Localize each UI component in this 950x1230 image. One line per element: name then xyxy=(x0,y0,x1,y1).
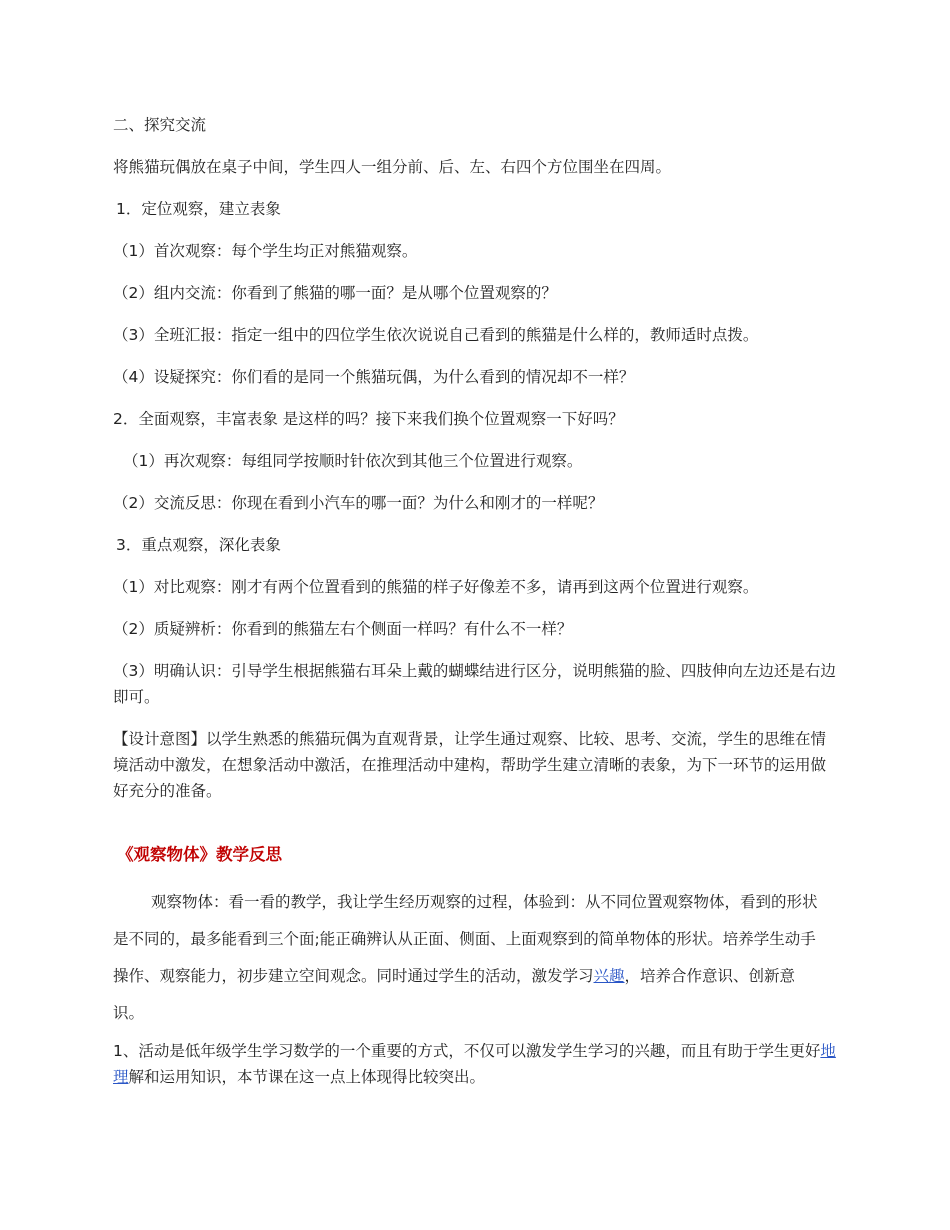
part2-item: （1）再次观察：每组同学按顺时针依次到其他三个位置进行观察。 xyxy=(123,452,583,470)
reflection-heading: 《观察物体》教学反思 xyxy=(117,845,282,864)
interest-link[interactable]: 兴趣 xyxy=(593,967,625,985)
document-page xyxy=(113,112,839,1106)
intro-paragraph: 将熊猫玩偶放在桌子中间，学生四人一组分前、后、左、右四个方位围坐在四周。 xyxy=(113,158,672,176)
reflection-text: 观察物体：看一看的教学，我让学生经历观察的过程，体验到：从不同位置观察物体，看到的形状是不同的，最多能看到三个面;能正确辨认从正面、侧面、上面观察到的简单物体的形状。培养学生动手操作、观察能力，初步建立空间观念。同时通过学生的活动，激发学习 xyxy=(113,893,818,985)
part1-item: （3）全班汇报：指定一组中的四位学生依次说说自己看到的熊猫是什么样的，教师适时点拨。 xyxy=(113,326,759,344)
geography-link[interactable]: 地理 xyxy=(113,1042,836,1086)
part2-item: （2）交流反思：你现在看到小汽车的哪一面？为什么和刚才的一样呢？ xyxy=(113,494,604,512)
reflection-paragraph-1 xyxy=(113,884,819,1032)
part2-title: 2．全面观察，丰富表象 是这样的吗？接下来我们换个位置观察一下好吗？ xyxy=(113,410,624,428)
part3-title: 3．重点观察，深化表象 xyxy=(116,536,281,554)
part3-item: （3）明确认识：引导学生根据熊猫右耳朵上戴的蝴蝶结进行区分，说明熊猫的脸、四肢伸向左边还是右边即可。 xyxy=(113,662,836,706)
reflection-text: 1、活动是低年级学生学习数学的一个重要的方式，不仅可以激发学生学习的兴趣，而且有助于学生更好 xyxy=(113,1042,821,1060)
design-intent-paragraph: 【设计意图】以学生熟悉的熊猫玩偶为直观背景，让学生通过观察、比较、思考、交流，学生的思维在情境活动中激发，在想象活动中激活，在推理活动中建构，帮助学生建立清晰的表象，为下一环节的运用做好充分的准备。 xyxy=(113,730,827,800)
reflection-text: ，培养合作意识、创新意识。 xyxy=(113,967,796,1022)
section-title: 二、探究交流 xyxy=(113,116,207,134)
part3-item: （1）对比观察：刚才有两个位置看到的熊猫的样子好像差不多，请再到这两个位置进行观察。 xyxy=(113,578,759,596)
part1-title: 1．定位观察，建立表象 xyxy=(116,200,281,218)
part1-item: （2）组内交流：你看到了熊猫的哪一面？是从哪个位置观察的？ xyxy=(113,284,557,302)
part1-item: （1）首次观察：每个学生均正对熊猫观察。 xyxy=(113,242,418,260)
part3-item: （2）质疑辨析：你看到的熊猫左右个侧面一样吗？有什么不一样？ xyxy=(113,620,573,638)
part1-item: （4）设疑探究：你们看的是同一个熊猫玩偶，为什么看到的情况却不一样？ xyxy=(113,368,635,386)
reflection-text: 解和运用知识，本节课在这一点上体现得比较突出。 xyxy=(128,1068,486,1086)
reflection-paragraph-2 xyxy=(113,1038,839,1090)
